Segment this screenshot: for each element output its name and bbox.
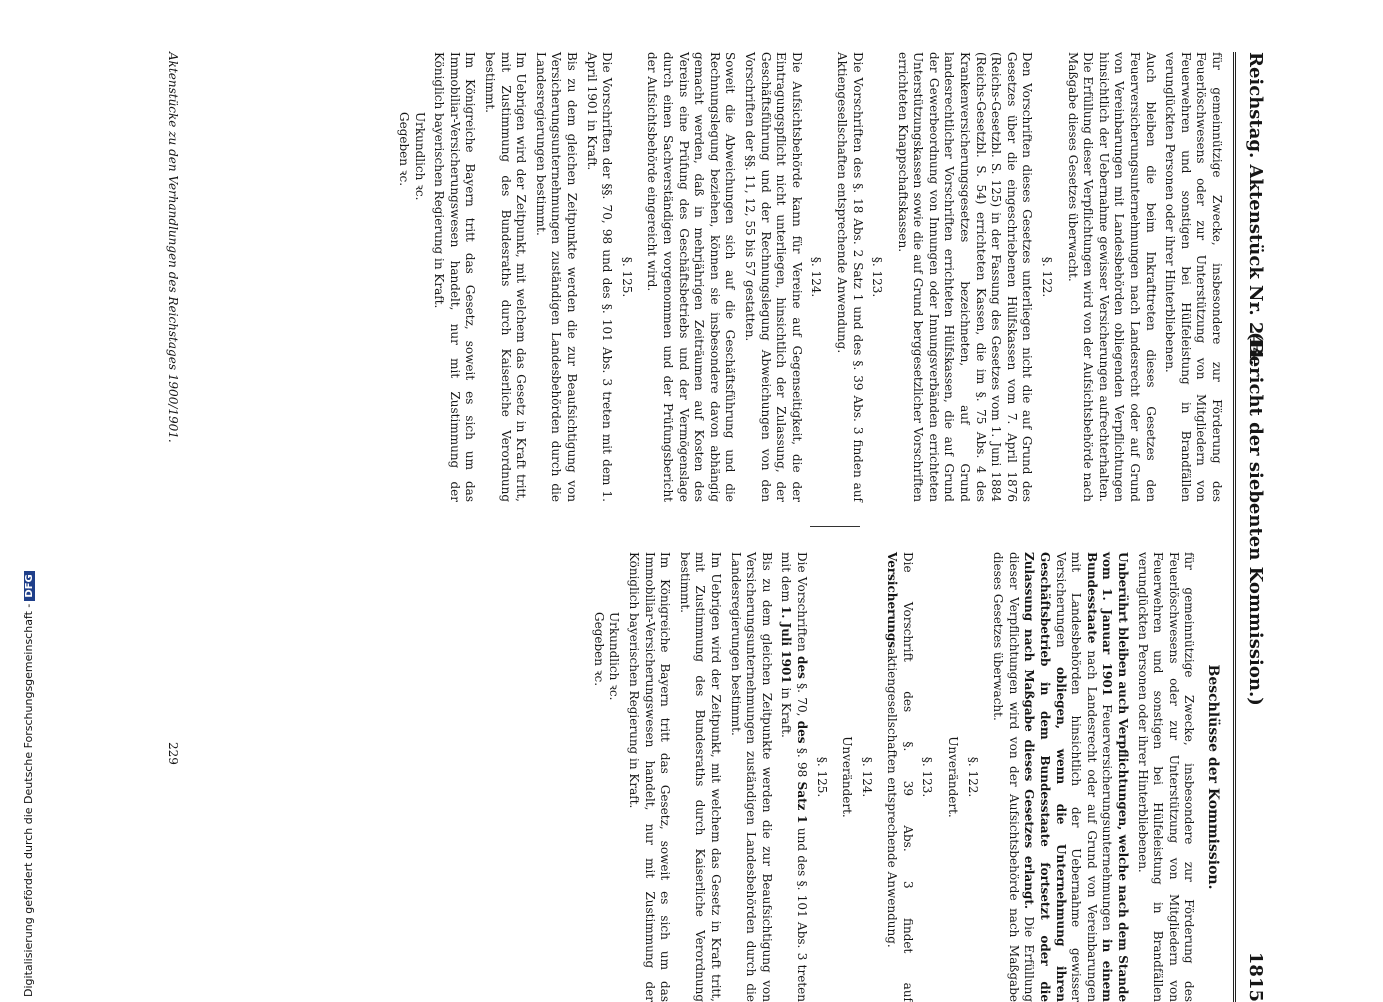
footer-text: Aktenstücke zu den Verhandlungen des Reichstages 1900/1901. bbox=[166, 52, 180, 443]
right-para-1: für gemeinnützige Zwecke, insbesondere zur Förderung des Feuerlöschwesens oder zur Unterstützung von Mitgliedern von Feuerwehren und sonstigen bei Hülfeleistung in Brandfällen verunglückten Personen oder ihrer Hinterbliebenen. bbox=[1135, 552, 1197, 1002]
left-s124-text-1: Die Aufsichtsbehörde kann für Vereine auf Gegenseitigkeit, die der Eintragungspflicht nicht unterliegen, hinsichtlich der Zulassung, der Geschäftsführung und der Rechnungslegung Abweichungen von den Vorschriften der §§. 11, 12, 55 bis 57 gestatten. bbox=[742, 52, 804, 502]
right-s125-text-4: Im Königreiche Bayern tritt das Gesetz, soweit es sich um das Immobiliar-Versicherungswesen handelt, nur mit Zustimmung der Königlich bayerischen Regierung in Kraft. bbox=[627, 552, 673, 1002]
left-s123-text: Die Vorschriften des §. 18 Abs. 2 Satz 1 und des §. 39 Abs. 3 finden auf Aktiengesellschaften entsprechende Anwendung. bbox=[834, 52, 865, 502]
left-para-1: für gemeinnützige Zwecke, insbesondere zur Förderung des Feuerlöschwesens oder zur Unterstützung von Mitgliedern von Feuerwehren und sonstigen bei Hülfeleistung in Brandfällen verunglückten Personen oder ihrer Hinterbliebenen. bbox=[1163, 52, 1224, 502]
right-s122-title: §. 122. bbox=[965, 756, 980, 798]
header-center: (Bericht der siebenten Kommission.) bbox=[1245, 332, 1266, 706]
left-s125-text-3: Im Uebrigen wird der Zeitpunkt, mit welchem das Gesetz in Kraft tritt, mit Zustimmung des Bundesraths durch Kaiserliche Verordnung bestimmt. bbox=[483, 52, 529, 502]
digitization-stamp bbox=[22, 571, 35, 997]
right-s125-title: §. 125. bbox=[814, 756, 829, 798]
right-para-2 bbox=[990, 552, 1130, 1002]
left-s124-title: §. 124. bbox=[809, 256, 824, 298]
header-rule bbox=[1233, 52, 1236, 1002]
right-s125-text-1 bbox=[778, 552, 809, 1002]
right-s124-title: §. 124. bbox=[859, 756, 874, 798]
right-para-2-bold-2: in einem Bundesstaate bbox=[1084, 552, 1115, 1002]
right-s125-d: und des §. 101 Abs. 3 treten mit dem bbox=[779, 552, 809, 1002]
right-s125-bold-3: Satz 1 bbox=[794, 781, 809, 824]
column-divider bbox=[810, 526, 860, 527]
page-header bbox=[1240, 52, 1280, 1002]
right-s125-text-2: Bis zu dem gleichen Zeitpunkte werden die zur Beaufsichtigung von Versicherungsunternehmungen zuständigen Landesbehörden durch die Landesregierungen bestimmt. bbox=[728, 552, 774, 1002]
right-s123-b: aktiengesellschaften entsprechende Anwendung. bbox=[885, 648, 900, 948]
right-s125-bold-4: 1. Juli 1901 bbox=[779, 605, 794, 684]
left-column bbox=[396, 52, 1225, 502]
header-left: Reichstag. Aktenstück Nr. 244. bbox=[1245, 52, 1266, 366]
right-s125-bold-2: des bbox=[794, 720, 809, 744]
left-s124-text-2: Soweit die Abweichungen sich auf die Geschäftsführung und die Rechnungslegung beziehen, können sie insbesondere davon abhängig gemacht werden, daß in mehrjährigen Zeiträumen auf Kosten des Vereins eine Prüfung des Geschäftsbetriebs und der Vermögenslage durch einen Sachverständigen vorgenommen und der Prüfungsbericht der Aufsichtsbehörde eingereicht wird. bbox=[645, 52, 738, 502]
footer-page-number: 229 bbox=[166, 742, 180, 765]
right-para-2-bold-1: Unberührt bleiben auch Verpflichtungen, welche nach dem Stande vom 1. Januar 1901 bbox=[1100, 552, 1131, 1002]
right-s124-text: Unverändert. bbox=[840, 736, 855, 818]
right-closing-2: Gegeben ꝛc. bbox=[591, 612, 606, 687]
right-column bbox=[590, 552, 1224, 1002]
right-s125-c: §. 98 bbox=[794, 743, 809, 782]
left-s125-text-4: Im Königreiche Bayern tritt das Gesetz, soweit es sich um das Immobiliar-Versicherungswesen handelt, nur mit Zustimmung der Königlich bayerischen Regierung in Kraft. bbox=[432, 52, 478, 502]
left-closing-2: Gegeben ꝛc. bbox=[397, 112, 412, 187]
right-para-2-bold-3: obliegen, wenn die Unternehmung ihren Geschäftsbetrieb in dem Bundesstaate fortsetzt oder die Zulassung nach Maßgabe dieses Gesetzes erlangt. bbox=[1022, 552, 1068, 1002]
right-s123-text bbox=[884, 552, 915, 1002]
right-para-2-b: nach Landesrecht oder auf Grund von Vereinbarungen mit Landesbehörden hinsichtlich der Uebernahme gewisser Versicherungen bbox=[1053, 552, 1099, 1002]
right-closing-1: Urkundlich ꝛc. bbox=[607, 612, 622, 701]
dfg-logo-icon: DFG bbox=[24, 571, 35, 600]
left-para-2: Auch bleiben die beim Inkrafttreten dieses Gesetzes den Feuerversicherungsunternehmungen nach Landesrecht oder auf Grund von Vereinbarungen mit Landesbehörden obliegenden Verpflichtungen hinsichtlich der Uebernahme gewisser Versicherungen aufrechterhalten. Die Erfüllung dieser Verpflichtungen wird von der Aufsichtsbehörde nach Maßgabe dieses Gesetzes überwacht. bbox=[1065, 52, 1158, 502]
right-s125-bold-1: des bbox=[794, 656, 809, 679]
left-closing-1: Urkundlich ꝛc. bbox=[412, 112, 427, 201]
right-s122-text: Unverändert. bbox=[946, 736, 961, 818]
left-s125-text-1: Die Vorschriften der §§. 70, 98 und des §. 101 Abs. 3 treten mit dem 1. April 1901 in Kraft. bbox=[584, 52, 615, 502]
right-title: Beschlüsse der Kommission. bbox=[1205, 664, 1221, 890]
stamp-text: Digitalisierung gefördert durch die Deutsche Forschungsgemeinschaft - bbox=[22, 603, 35, 997]
left-s122-title: §. 122. bbox=[1040, 256, 1055, 298]
right-s125-a: Die Vorschriften bbox=[794, 552, 809, 657]
page-footer bbox=[150, 52, 180, 1002]
right-s125-e: in Kraft. bbox=[779, 683, 794, 738]
page-number: 1815 bbox=[1245, 951, 1266, 1002]
left-s123-title: §. 123. bbox=[870, 256, 885, 298]
right-s123-bold: Versicherungs bbox=[885, 552, 900, 649]
left-s122-text: Den Vorschriften dieses Gesetzes unterliegen nicht die auf Grund des Gesetzes über die eingeschriebenen Hülfskassen vom 7. April 1876 (Reichs-Gesetzbl. S. 125) in der Fassung des Gesetzes vom 1. Juni 1884 (Reichs-Gesetzbl. S. 54) errichteten Kassen, die im §. 75 Abs. 4 des Krankenversicherungsgesetzes bezeichneten, auf Grund landesrechtlicher Vorschriften errichteten Hülfskassen, die auf Grund der Gewerbeordnung von Innungen oder Innungsverbänden errichteten Unterstützungskassen sowie die auf Grund berggesetzlicher Vorschriften errichteten Knappschaftskassen. bbox=[895, 52, 1035, 502]
right-s123-a: Die Vorschrift des §. 39 Abs. 3 findet auf bbox=[900, 552, 915, 1002]
right-s123-title: §. 123. bbox=[920, 756, 935, 798]
right-s125-text-3: Im Uebrigen wird der Zeitpunkt, mit welchem das Gesetz in Kraft tritt, mit Zustimmung des Bundesraths durch Kaiserliche Verordnung bestimmt. bbox=[677, 552, 723, 1002]
right-s125-b: §. 70, bbox=[794, 678, 809, 721]
document-page bbox=[145, 52, 1280, 1002]
left-s125-text-2: Bis zu dem gleichen Zeitpunkte werden die zur Beaufsichtigung von Versicherungsunternehmungen zuständigen Landesbehörden durch die Landesregierungen bestimmt. bbox=[533, 52, 580, 502]
right-para-2-c: Die Erfüllung dieser Verpflichtungen wird von der Aufsichtsbehörde nach Maßgabe dieses Gesetzes überwacht. bbox=[991, 552, 1037, 1002]
right-para-2-a: Feuerversicherungsunternehmungen bbox=[1100, 696, 1115, 939]
left-s125-title: §. 125. bbox=[619, 256, 634, 298]
